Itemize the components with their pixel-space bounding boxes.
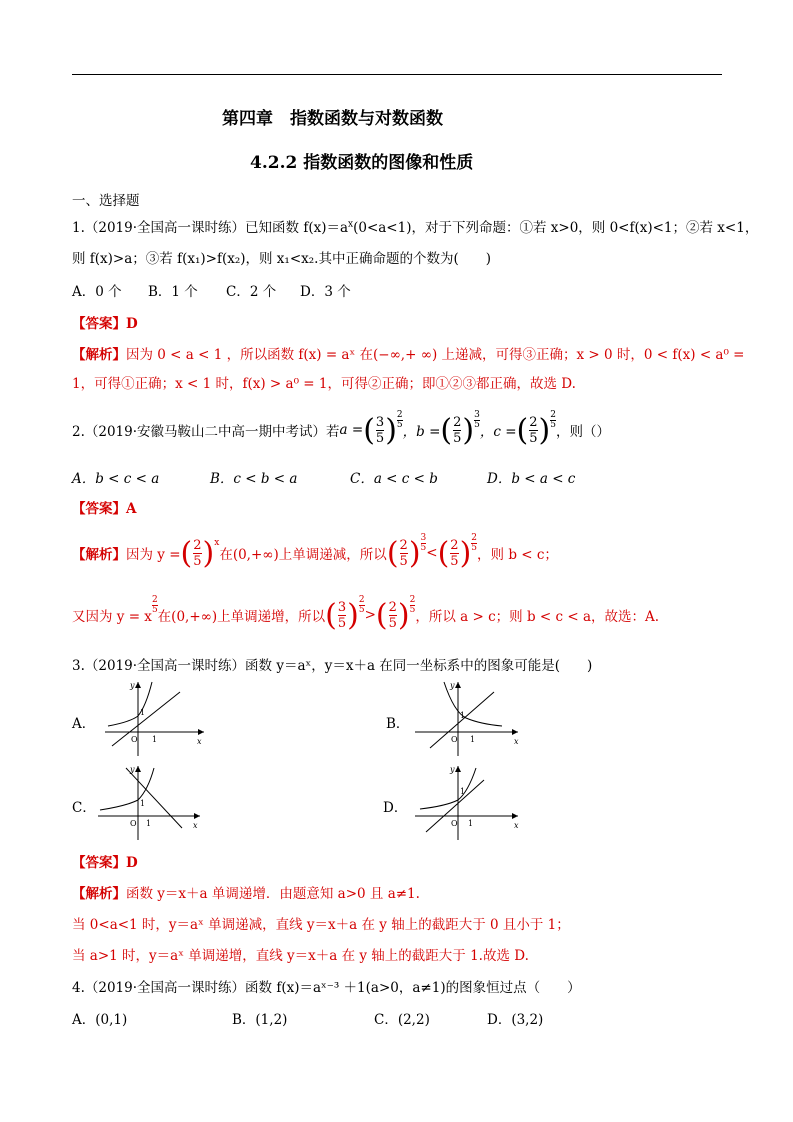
q4-option-b: B．(1,2) [232, 1012, 288, 1028]
q4-option-c: C．(2,2) [374, 1012, 430, 1028]
q2-option-a: A．b < c < a [72, 471, 160, 487]
exp-2-5: 2 5 [358, 594, 365, 615]
q1-option-b: B．1 个 [148, 284, 198, 300]
q1-answer-label: 【答案】 [72, 316, 126, 332]
section-title: 4.2.2 指数函数的图像和性质 [250, 153, 474, 173]
header-rule [72, 74, 722, 75]
q2-answer-label: 【答案】 [72, 501, 126, 517]
svg-text:1: 1 [140, 799, 146, 808]
q3-answer-value: D [126, 855, 138, 871]
exp-3-5: 3 5 [420, 532, 427, 553]
lt-sign: < [426, 545, 438, 561]
q1-exp: x [348, 219, 354, 230]
q1-analysis-line1 [72, 343, 744, 363]
exp-2-5: 2 5 [550, 409, 556, 430]
svg-text:1: 1 [460, 787, 466, 796]
q4-option-a: A．(0,1) [72, 1012, 128, 1028]
exp-2-5: 2 5 [396, 409, 403, 430]
q3-stem: 3.（2019·全国高一课时练）函数 y＝aˣ，y＝x＋a 在同一坐标系中的图象可能是( ) [72, 658, 593, 674]
svg-text:x: x [193, 821, 198, 830]
q2-option-c: C．a < c < b [350, 471, 438, 487]
q2-stem: 2.（2019·安徽马鞍山二中高一期中考试）若 a = ( $\frac{3}{5}$ ) 2 5 ，b = ( $\frac{2}{5}$ ) 3 5 ，c = ( $\frac{2}{5}$ ) 2 5 ，则（） [72, 409, 610, 448]
q2-analysis2-post: ，所以 a > c；则 b < c < a，故选：A. [415, 609, 660, 625]
q3-option-b-label: B． [386, 716, 410, 732]
q2-stem-post: ，则（） [555, 424, 610, 440]
q3-analysis-label: 【解析】 [72, 886, 126, 902]
q1-option-c: C．2 个 [226, 284, 277, 300]
q2-analysis-line2: 又因为 y = x 2 5 在(0,+∞)上单调递增，所以 ( $\frac{3}{5}$ ) 2 5 > ( $\frac{2}{5}$ ) 2 5 ，所以 a > c；则 b < c < a，故选：A. [72, 594, 660, 633]
q3-option-d-label: D． [383, 800, 408, 816]
svg-text:1: 1 [146, 819, 152, 828]
frac-2-5: $\frac{2}{5}$ [193, 537, 202, 569]
svg-text:x: x [197, 737, 202, 746]
svg-text:O: O [451, 735, 458, 744]
q3-option-a-label: A． [72, 716, 96, 732]
svg-text:1: 1 [152, 735, 158, 744]
q2-analysis2-pre: 又因为 y = x [72, 609, 152, 625]
paren-left: ( [363, 412, 375, 448]
q2-analysis1-post: ，则 b < c； [477, 547, 558, 563]
q4-stem: 4.（2019·全国高一课时练）函数 f(x)＝aˣ⁻³ ＋1(a>0，a≠1)的图象恒过点（ ） [72, 980, 581, 996]
exp-2-5: 2 5 [471, 532, 478, 553]
part-heading: 一、选择题 [72, 193, 140, 209]
q1-analysis-label: 【解析】 [72, 347, 126, 363]
chapter-title: 第四章 指数函数与对数函数 [222, 109, 443, 129]
q3-graph-d [410, 762, 522, 842]
exp-x: x [214, 537, 220, 548]
svg-text:x: x [514, 737, 519, 746]
q1-option-a: A．0 个 [72, 284, 122, 300]
q1-answer [72, 312, 138, 332]
exp-2-5: 2 5 [151, 594, 158, 615]
q4-option-d: D．(3,2) [487, 1012, 544, 1028]
q2-analysis-label: 【解析】 [72, 547, 126, 563]
q1-stem-a: 1.（2019·全国高一课时练）已知函数 f(x)＝a [72, 220, 349, 236]
svg-text:y: y [130, 765, 135, 774]
svg-text:O: O [131, 735, 138, 744]
q3-graph-a [100, 678, 210, 758]
q1-stem-line2: 则 f(x)>a；③若 f(x₁)>f(x₂)，则 x₁<x₂.其中正确命题的个数为( ) [72, 251, 491, 267]
q2-stem-pre: 2.（2019·安徽马鞍山二中高一期中考试）若 [72, 424, 340, 440]
svg-text:1: 1 [460, 711, 466, 720]
q1-stem-b: (0<a<1)，对于下列命题：①若 x>0，则 0<f(x)<1；②若 x<1， [353, 220, 759, 236]
q2-analysis1-pre: 因为 y = [126, 547, 181, 563]
q2-c-label: ，c = [479, 424, 517, 440]
q3-answer-label: 【答案】 [72, 855, 126, 871]
q2-answer [72, 497, 136, 517]
q1-answer-value: D [126, 316, 138, 332]
frac-2-5: $\frac{2}{5}$ [399, 537, 408, 569]
q1-stem-line1 [72, 216, 758, 236]
q2-option-d: D．b < a < c [487, 471, 576, 487]
q2-analysis1-mid: 在(0,+∞)上单调递减，所以 [219, 547, 387, 563]
q2-a-label: a = [339, 422, 364, 438]
q3-graph-b [410, 678, 522, 758]
q2-option-b: B．c < b < a [210, 471, 298, 487]
svg-text:y: y [450, 765, 455, 774]
q3-analysis-text1: 函数 y＝x＋a 单调递增．由题意知 a>0 且 a≠1. [126, 886, 420, 902]
q1-analysis-line2: 1，可得①正确；x < 1 时，f(x) > a⁰ = 1，可得②正确；即①②③都正确，故选 D. [72, 376, 576, 392]
q2-analysis-line1: 【解析】 因为 y = ( $\frac{2}{5}$ ) x 在(0,+∞)上单调递减，所以 ( $\frac{2}{5}$ ) 3 5 < ( $\frac{2}{5}$ ) 2 5 ，则 b < c； [72, 532, 558, 571]
svg-text:y: y [450, 681, 455, 690]
q2-analysis2-mid: 在(0,+∞)上单调递增，所以 [157, 609, 326, 625]
frac-2-5: $\frac{2}{5}$ [453, 414, 462, 446]
q3-graph-c [96, 762, 206, 842]
frac-2-5: $\frac{2}{5}$ [529, 414, 538, 446]
q3-analysis-line1 [72, 882, 420, 902]
paren-right: ) [385, 412, 397, 448]
exp-2-5: 2 5 [409, 594, 416, 615]
frac-2-5: $\frac{2}{5}$ [450, 537, 459, 569]
exp-3-5: 3 5 [474, 409, 480, 430]
q2-b-label: ，b = [402, 424, 441, 440]
svg-text:1: 1 [468, 819, 474, 828]
svg-text:O: O [451, 819, 458, 828]
frac-3-5: $\frac{3}{5}$ [337, 599, 347, 631]
q1-option-d: D．3 个 [300, 284, 351, 300]
frac-2-5: $\frac{2}{5}$ [388, 599, 397, 631]
svg-text:x: x [514, 821, 519, 830]
q1-analysis-text1: 因为 0 < a < 1 ，所以函数 f(x) = aˣ 在(−∞,+ ∞) 上递减，可得③正确；x > 0 时，0 < f(x) < a⁰ = [126, 347, 745, 363]
q3-analysis-line3: 当 a>1 时，y＝aˣ 单调递增，直线 y＝x＋a 在 y 轴上的截距大于 1.故选 D. [72, 948, 529, 964]
svg-text:y: y [130, 681, 135, 690]
svg-text:O: O [130, 819, 137, 828]
gt-sign: > [364, 607, 376, 623]
svg-text:1: 1 [140, 708, 146, 717]
svg-text:1: 1 [470, 735, 476, 744]
q3-option-c-label: C． [72, 800, 96, 816]
q2-answer-value: A [126, 501, 137, 517]
q3-analysis-line2: 当 0<a<1 时，y＝aˣ 单调递减，直线 y＝x＋a 在 y 轴上的截距大于 0 且小于 1； [72, 917, 570, 933]
frac-3-5: $\frac{3}{5}$ [375, 414, 385, 446]
q3-answer [72, 851, 138, 871]
